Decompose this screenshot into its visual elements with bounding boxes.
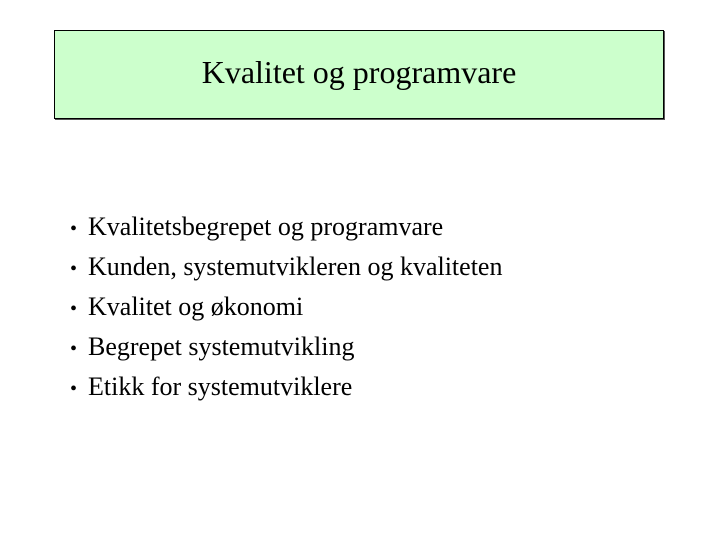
bullet-dot-icon: • (70, 298, 78, 320)
title-box (54, 30, 664, 119)
bullet-text: Kvalitetsbegrepet og programvare (88, 212, 444, 241)
list-item (70, 327, 502, 367)
bullet-dot-icon: • (70, 258, 78, 280)
list-item (70, 207, 502, 247)
bullet-dot-icon: • (70, 338, 78, 360)
list-item (70, 367, 502, 407)
list-item (70, 247, 502, 287)
slide-title: Kvalitet og programvare (201, 53, 517, 90)
bullet-text: Kvalitet og økonomi (88, 292, 304, 321)
bullet-list (70, 207, 502, 407)
bullet-text: Kunden, systemutvikleren og kvaliteten (88, 252, 503, 281)
bullet-text: Begrepet systemutvikling (88, 332, 355, 361)
bullet-dot-icon: • (70, 378, 78, 400)
list-item (70, 287, 502, 327)
bullet-text: Etikk for systemutviklere (88, 372, 353, 401)
bullet-dot-icon: • (70, 218, 78, 240)
